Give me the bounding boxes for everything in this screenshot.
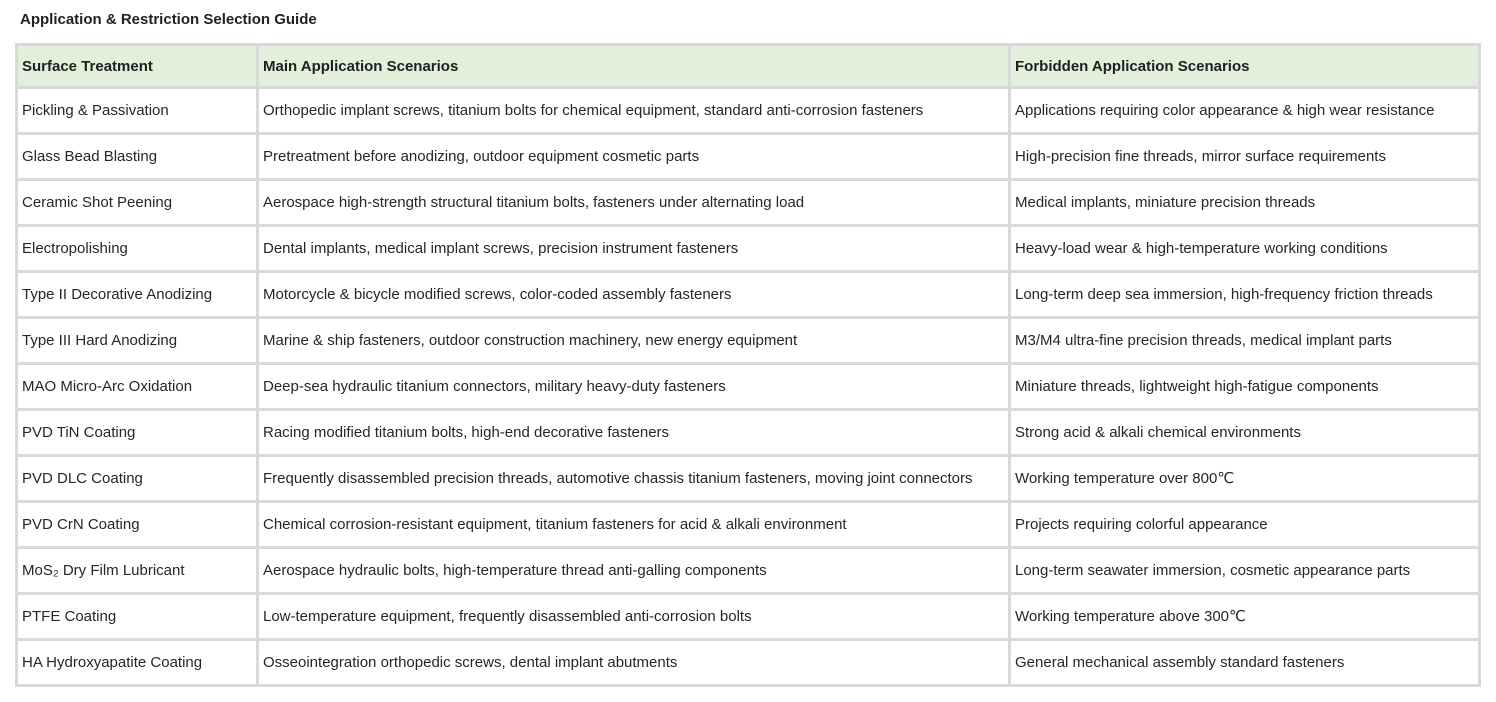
treatment-cell: HA Hydroxyapatite Coating	[17, 640, 258, 686]
header-forbidden-application-scenarios: Forbidden Application Scenarios	[1010, 45, 1480, 88]
table-row	[17, 318, 1480, 364]
main-application-cell: Orthopedic implant screws, titanium bolts for chemical equipment, standard anti-corrosion fasteners	[258, 88, 1010, 134]
table-row	[17, 180, 1480, 226]
table-row	[17, 134, 1480, 180]
treatment-cell: Glass Bead Blasting	[17, 134, 258, 180]
main-application-cell: Pretreatment before anodizing, outdoor equipment cosmetic parts	[258, 134, 1010, 180]
table-row	[17, 502, 1480, 548]
treatment-cell: PVD CrN Coating	[17, 502, 258, 548]
forbidden-application-cell: Strong acid & alkali chemical environments	[1010, 410, 1480, 456]
forbidden-application-cell: Applications requiring color appearance & high wear resistance	[1010, 88, 1480, 134]
forbidden-application-cell: General mechanical assembly standard fasteners	[1010, 640, 1480, 686]
forbidden-application-cell: Long-term seawater immersion, cosmetic appearance parts	[1010, 548, 1480, 594]
main-application-cell: Marine & ship fasteners, outdoor construction machinery, new energy equipment	[258, 318, 1010, 364]
treatment-cell: Type II Decorative Anodizing	[17, 272, 258, 318]
main-application-cell: Dental implants, medical implant screws, precision instrument fasteners	[258, 226, 1010, 272]
treatment-cell: PVD TiN Coating	[17, 410, 258, 456]
table-row	[17, 410, 1480, 456]
main-application-cell: Chemical corrosion-resistant equipment, titanium fasteners for acid & alkali environment	[258, 502, 1010, 548]
table-body	[17, 88, 1480, 686]
main-application-cell: Aerospace hydraulic bolts, high-temperature thread anti-galling components	[258, 548, 1010, 594]
table-row	[17, 364, 1480, 410]
table-row	[17, 594, 1480, 640]
table-row	[17, 456, 1480, 502]
table-row	[17, 226, 1480, 272]
forbidden-application-cell: High-precision fine threads, mirror surface requirements	[1010, 134, 1480, 180]
table-row	[17, 548, 1480, 594]
treatment-cell: MoS₂ Dry Film Lubricant	[17, 548, 258, 594]
table-row	[17, 272, 1480, 318]
forbidden-application-cell: Heavy-load wear & high-temperature working conditions	[1010, 226, 1480, 272]
forbidden-application-cell: Long-term deep sea immersion, high-frequency friction threads	[1010, 272, 1480, 318]
main-application-cell: Osseointegration orthopedic screws, dental implant abutments	[258, 640, 1010, 686]
treatment-cell: Pickling & Passivation	[17, 88, 258, 134]
table-header	[17, 45, 1480, 88]
header-row	[17, 45, 1480, 88]
main-application-cell: Racing modified titanium bolts, high-end decorative fasteners	[258, 410, 1010, 456]
header-main-application-scenarios: Main Application Scenarios	[258, 45, 1010, 88]
selection-guide-table	[15, 43, 1481, 687]
treatment-cell: Electropolishing	[17, 226, 258, 272]
forbidden-application-cell: Working temperature above 300℃	[1010, 594, 1480, 640]
forbidden-application-cell: Medical implants, miniature precision threads	[1010, 180, 1480, 226]
treatment-cell: Type III Hard Anodizing	[17, 318, 258, 364]
forbidden-application-cell: Miniature threads, lightweight high-fatigue components	[1010, 364, 1480, 410]
header-surface-treatment: Surface Treatment	[17, 45, 258, 88]
table-row	[17, 88, 1480, 134]
main-application-cell: Aerospace high-strength structural titanium bolts, fasteners under alternating load	[258, 180, 1010, 226]
treatment-cell: PTFE Coating	[17, 594, 258, 640]
main-application-cell: Deep-sea hydraulic titanium connectors, military heavy-duty fasteners	[258, 364, 1010, 410]
forbidden-application-cell: Working temperature over 800℃	[1010, 456, 1480, 502]
main-application-cell: Frequently disassembled precision threads, automotive chassis titanium fasteners, moving joint connectors	[258, 456, 1010, 502]
main-application-cell: Motorcycle & bicycle modified screws, color-coded assembly fasteners	[258, 272, 1010, 318]
forbidden-application-cell: Projects requiring colorful appearance	[1010, 502, 1480, 548]
treatment-cell: MAO Micro-Arc Oxidation	[17, 364, 258, 410]
treatment-cell: PVD DLC Coating	[17, 456, 258, 502]
page-title: Application & Restriction Selection Guide	[20, 11, 317, 28]
forbidden-application-cell: M3/M4 ultra-fine precision threads, medical implant parts	[1010, 318, 1480, 364]
table-row	[17, 640, 1480, 686]
main-application-cell: Low-temperature equipment, frequently disassembled anti-corrosion bolts	[258, 594, 1010, 640]
treatment-cell: Ceramic Shot Peening	[17, 180, 258, 226]
